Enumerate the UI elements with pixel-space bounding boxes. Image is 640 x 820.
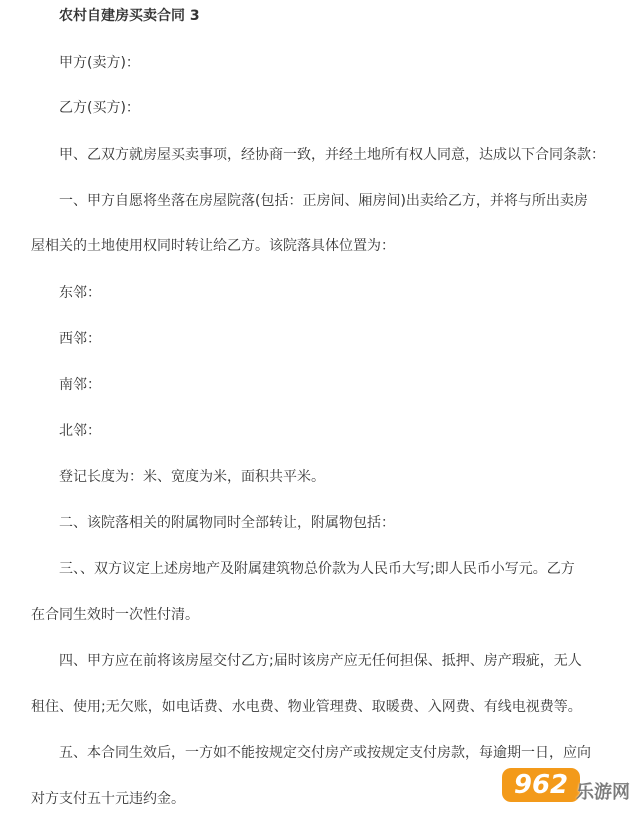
paragraph-line: 三、、双方议定上述房地产及附属建筑物总价款为人民币大写;即人民币小写元。乙方 — [59, 561, 575, 577]
watermark-site-name: 乐游网 — [576, 782, 630, 803]
paragraph-line: 南邻： — [59, 377, 101, 393]
paragraph-line: 在合同生效时一次性付清。 — [31, 607, 199, 623]
paragraph-line: 二、该院落相关的附属物同时全部转让，附属物包括： — [59, 515, 395, 531]
paragraph-line: 屋相关的土地使用权同时转让给乙方。该院落具体位置为： — [31, 238, 395, 254]
paragraph-line: 租住、使用;无欠账，如电话费、水电费、物业管理费、取暖费、入网费、有线电视费等。 — [31, 699, 582, 715]
paragraph-line: 对方支付五十元违约金。 — [31, 791, 185, 807]
paragraph-line: 一、甲方自愿将坐落在房屋院落(包括：正房间、厢房间)出卖给乙方，并将与所出卖房 — [59, 193, 588, 209]
paragraph-line: 登记长度为：米、宽度为米，面积共平米。 — [59, 469, 325, 485]
paragraph-line: 甲、乙双方就房屋买卖事项，经协商一致，并经土地所有权人同意，达成以下合同条款： — [59, 147, 605, 163]
paragraph-line: 北邻： — [59, 423, 101, 439]
site-watermark-logo — [502, 768, 632, 812]
paragraph-line: 五、本合同生效后，一方如不能按规定交付房产或按规定支付房款，每逾期一日，应向 — [59, 745, 591, 761]
paragraph-line: 乙方(买方)： — [59, 100, 140, 116]
paragraph-line: 东邻： — [59, 285, 101, 301]
document-title: 农村自建房买卖合同 3 — [59, 8, 200, 24]
paragraph-line: 西邻： — [59, 331, 101, 347]
watermark-badge: 962 — [502, 768, 580, 802]
paragraph-line: 四、甲方应在前将该房屋交付乙方;届时该房产应无任何担保、抵押、房产瑕疵，无人 — [59, 653, 582, 669]
paragraph-line: 甲方(卖方)： — [59, 55, 140, 71]
